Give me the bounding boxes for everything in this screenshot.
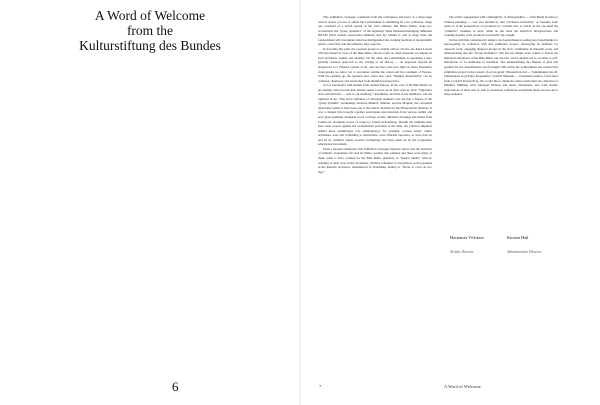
signatory-name: Hortensia Völckers (450, 235, 484, 240)
page-number-right: 7 (319, 384, 322, 389)
signatory-role: Administrative Director (507, 250, 542, 254)
paragraph: In traveling this path, the research project is doubly radical. On the one hand it deals with the historical roots of the Blue Rider, whose works no other museum can display in such profusion, quality and quantity. On the other, the Lenbachhaus is espousing a new, globally oriented approach to the writing of art history — an approach beyond all allegiances to a Western system of art, and one that casts new light on those alternative avant-gardes we know yet to encounter outside the canon and the continent of Europe. With the opening up, the question now arises how such "multiple modernisms" can be collected, displayed, and researched from multifold perspectives. (318, 46, 432, 83)
right-page (300, 0, 600, 405)
page-number-left: 6 (172, 379, 179, 394)
page-title (0, 8, 300, 53)
signatory-name: Kirsten Haß (507, 235, 529, 240)
signature-block (507, 235, 541, 255)
paragraph: From a modern standpoint, this exhibition catalogue likewise shows that the abolition of aesthetic boundaries also had its limits: women who painted, and there were many of them, seem to have counted for the Blue Rider, primarily as "natural talents" with no standing of their own on the art market; children remained as anonymous as the peasants in the Russian provinces, remembered by Kandinsky mainly as "flocks of color on two legs." (318, 146, 432, 174)
title-line: A Word of Welcome (94, 8, 206, 23)
paragraph: The artists' engagement with a multiplicity of ethnographica — from Benin bronzes to Chinese paintings — was also molded by that "exclusive inclusivity" as Susanne Leeb terms it: if the perspectives on produced by colonial rule, to which on the one hand the "primitive" assumed as such, while on the other the historical idiosyncrasies and contemporaneity of its producers lost hardly any weight. (444, 15, 558, 38)
text-column-left (318, 15, 432, 377)
paragraph: As for fascination with stimuli from outside Europe, in the case of the Blue Rider we are dealing with an issue that already seems to have stood with open in 1912. "Opposites and contradictions — that is our harmony," Kandinsky declared in his manifesto. On the Spiritual in Art. This bold conflation of divergent elements was not just a feature of the "group dynamic" awakenings between Munich, Murnau, and the Moghul; the calculated dichotomy seems to have been one of the editors' maxims for Der Blaue Reiter almanac. It was a channel that brought together participants and materials from various realms and eras: glass paintings alongside wood carvings, locally children's drawings and masks from Cameroon, alongside scores of songs by Arnold Schoenberg. Though the lultimate may have been protest against the academicism prevalent at the time, the political impulses behind these assemblages was emancipatory: for example, women artists, where academies were still forbidding to matriculate, were afforded exposure, as were folk art and art by children, whose creative wellsprings had been taken up by the progressive educational movement. (318, 83, 432, 147)
signature-block (450, 235, 484, 255)
signatory-role: Artistic Director (450, 250, 474, 254)
paragraph: This exhibition catalogue constitutes both the centerpiece and heart of a three-stage critical review process to which the Lenbachhaus is submitting its own collection. Stage one consisted of a lavish reprint of the 1912 almanac Der Blaue Reiter; stage two reconstructs the "group dynamics" of the legendary Neue Künstlervereinigung München NKVM (New Artists' Association Munich) that lay behind it; and at stage three the Lenbachhaus will investigate what has distinguished the working methods of modernism's artistic collectives and the influence they exercise. (318, 15, 432, 47)
text-column-right (444, 15, 558, 225)
title-line: Kulturstiftung des Bundes (79, 38, 221, 53)
title-line: from the (126, 23, 174, 38)
paragraph: In line with this contemporary subject, the Lenbachhaus is setting new benchmarks for interrogating its collection with this exhibition project, developing its facilities for outreach work, engaging diaspora groups in the civic community in museum work, and demonstrating that the "Group Dynamics" title has not simply been coined to denote the historical emergence of the Blue Rider, but can also can be understood as a pointer to self-description of an institution in transition. The Kulturstiftung des Bundes is glad and grateful for the determination and foresight with which the Lenbachhaus has tackled this exhibition project in the context of our program "Museum Global — Sammlungen des 20. Jahrhunderts in globaler Perspektive" (Global Museum — Twentieth-Century Collections from a Global Perspective). We would like to thank the entire team under the direction of Matthias Mühling with Annegret Hoberg and Anna Straetmans, and wish further explorations of their own as well as modernist collections worldwide much success and a large audience. (444, 37, 558, 97)
running-footer: A Word of Welcome (444, 384, 481, 389)
